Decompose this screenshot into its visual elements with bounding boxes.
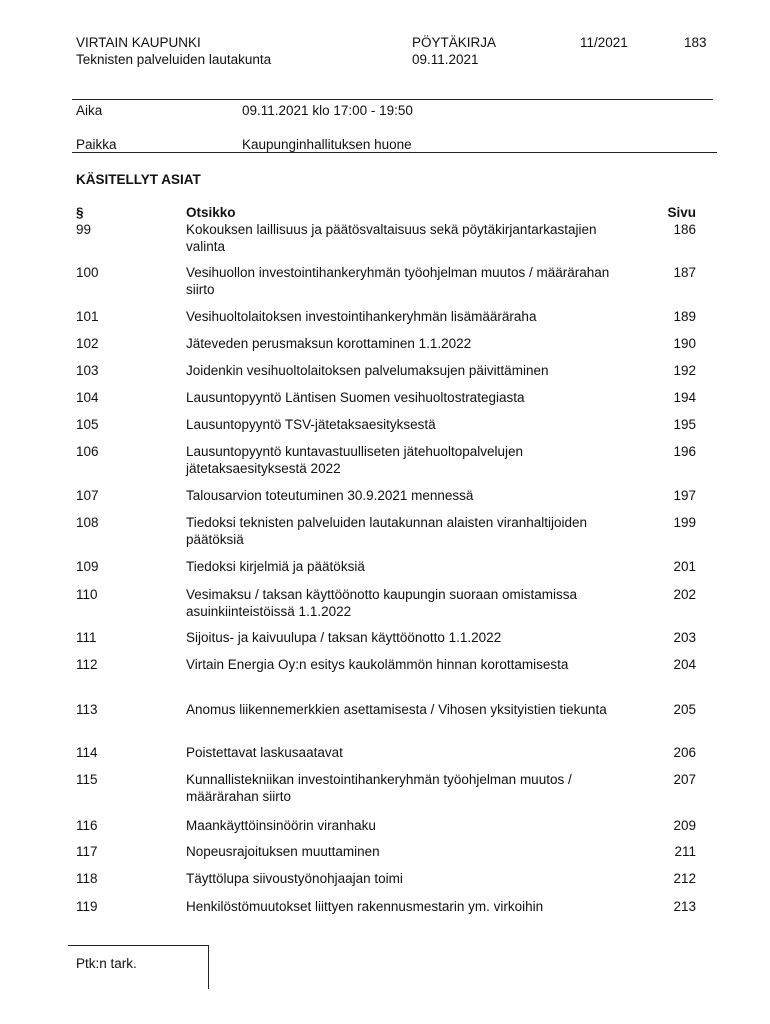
toc-header-page: Sivu (667, 205, 696, 220)
agenda-item-title: Sijoitus- ja kaivuulupa / taksan käyttöönotto 1.1.2022 (186, 630, 502, 645)
agenda-item-page: 209 (673, 818, 696, 833)
agenda-item-number: 109 (76, 559, 99, 574)
agenda-item-number: 100 (76, 265, 99, 280)
agenda-item-number: 108 (76, 515, 99, 530)
footer-box-side (208, 945, 209, 989)
agenda-item-title: Poistettavat laskusaatavat (186, 745, 343, 760)
agenda-item-page: 186 (673, 222, 696, 237)
agenda-item-number: 101 (76, 309, 99, 324)
minutes-check-label: Ptk:n tark. (76, 956, 137, 971)
meeting-date: 09.11.2021 (412, 52, 479, 67)
agenda-item-title: Täyttölupa siivoustyönohjaajan toimi (186, 871, 403, 886)
agenda-item-page: 206 (673, 745, 696, 760)
agenda-item-number: 114 (76, 745, 98, 760)
agenda-item-page: 189 (673, 309, 696, 324)
section-title: KÄSITELLYT ASIAT (76, 172, 201, 187)
agenda-item-title: Talousarvion toteutuminen 30.9.2021 mennessä (186, 488, 474, 503)
agenda-item-title: Maankäyttöinsinöörin viranhaku (186, 818, 376, 833)
agenda-item-title: Nopeusrajoituksen muuttaminen (186, 844, 380, 859)
agenda-item-number: 103 (76, 363, 99, 378)
agenda-item-title: Vesihuollon investointihankeryhmän työohjelman muutos / määrärahan siirto (186, 265, 610, 297)
committee-name: Teknisten palveluiden lautakunta (76, 52, 272, 67)
agenda-item-number: 99 (76, 222, 92, 237)
agenda-item-title: Anomus liikennemerkkien asettamisesta / Vihosen yksityistien tiekunta (186, 702, 607, 717)
agenda-item-page: 201 (673, 559, 696, 574)
agenda-item-page: 204 (673, 657, 696, 672)
agenda-item-number: 110 (76, 587, 98, 602)
agenda-item-number: 102 (76, 336, 99, 351)
agenda-item-page: 199 (673, 515, 696, 530)
agenda-item-number: 104 (76, 390, 99, 405)
place-label: Paikka (76, 137, 117, 152)
agenda-item-page: 197 (673, 488, 696, 503)
agenda-item-page: 187 (673, 265, 696, 280)
time-label: Aika (76, 103, 103, 118)
place-value: Kaupunginhallituksen huone (242, 137, 412, 152)
agenda-item-page: 202 (673, 587, 696, 602)
agenda-item-title: Lausuntopyyntö kuntavastuulliseten jätehuoltopalvelujen jätetaksaesityksestä 2022 (186, 444, 523, 476)
page-number: 183 (684, 35, 707, 50)
agenda-item-number: 118 (76, 871, 98, 886)
agenda-item-page: 212 (673, 871, 696, 886)
agenda-item-number: 113 (76, 702, 98, 717)
toc-header-number: § (76, 205, 84, 220)
agenda-item-title: Kunnallistekniikan investointihankeryhmän työohjelman muutos / määrärahan siirto (186, 772, 572, 804)
agenda-item-title: Tiedoksi kirjelmiä ja päätöksiä (186, 559, 365, 574)
toc-header-title: Otsikko (186, 205, 236, 220)
agenda-item-page: 203 (673, 630, 696, 645)
agenda-item-title: Lausuntopyyntö TSV-jätetaksaesityksestä (186, 417, 436, 432)
agenda-item-page: 196 (673, 444, 696, 459)
agenda-item-title: Kokouksen laillisuus ja päätösvaltaisuus sekä pöytäkirjantarkastajien valinta (186, 222, 597, 254)
agenda-item-title: Vesimaksu / taksan käyttöönotto kaupungin suoraan omistamissa asuinkiinteistöissä 1.1.2022 (186, 587, 577, 619)
agenda-item-title: Virtain Energia Oy:n esitys kaukolämmön hinnan korottamisesta (186, 657, 569, 672)
agenda-item-page: 192 (673, 363, 696, 378)
minutes-number: 11/2021 (580, 35, 628, 50)
footer-box-top (68, 945, 209, 946)
agenda-item-number: 111 (76, 630, 97, 645)
agenda-item-page: 190 (673, 336, 696, 351)
org-name: VIRTAIN KAUPUNKI (76, 35, 201, 50)
agenda-item-number: 117 (76, 844, 98, 859)
agenda-item-title: Jäteveden perusmaksun korottaminen 1.1.2022 (186, 336, 472, 351)
agenda-item-number: 106 (76, 444, 99, 459)
time-value: 09.11.2021 klo 17:00 - 19:50 (242, 103, 413, 118)
agenda-item-page: 211 (674, 844, 696, 859)
agenda-item-title: Joidenkin vesihuoltolaitoksen palvelumaksujen päivittäminen (186, 363, 549, 378)
agenda-item-page: 205 (673, 702, 696, 717)
agenda-item-number: 107 (76, 488, 99, 503)
agenda-item-title: Henkilöstömuutokset liittyen rakennusmestarin ym. virkoihin (186, 899, 544, 914)
agenda-item-number: 119 (76, 899, 98, 914)
agenda-item-number: 112 (76, 657, 98, 672)
agenda-item-title: Vesihuoltolaitoksen investointihankeryhmän lisämääräraha (186, 309, 537, 324)
document-type: PÖYTÄKIRJA (412, 35, 497, 50)
agenda-item-title: Tiedoksi teknisten palveluiden lautakunnan alaisten viranhaltijoiden päätöksiä (186, 515, 588, 547)
agenda-item-page: 213 (673, 899, 696, 914)
agenda-item-page: 207 (673, 772, 696, 787)
agenda-item-page: 195 (673, 417, 696, 432)
agenda-item-number: 116 (76, 818, 98, 833)
agenda-item-number: 115 (76, 772, 98, 787)
agenda-item-title: Lausuntopyyntö Läntisen Suomen vesihuoltostrategiasta (186, 390, 525, 405)
agenda-item-number: 105 (76, 417, 99, 432)
agenda-item-page: 194 (673, 390, 696, 405)
